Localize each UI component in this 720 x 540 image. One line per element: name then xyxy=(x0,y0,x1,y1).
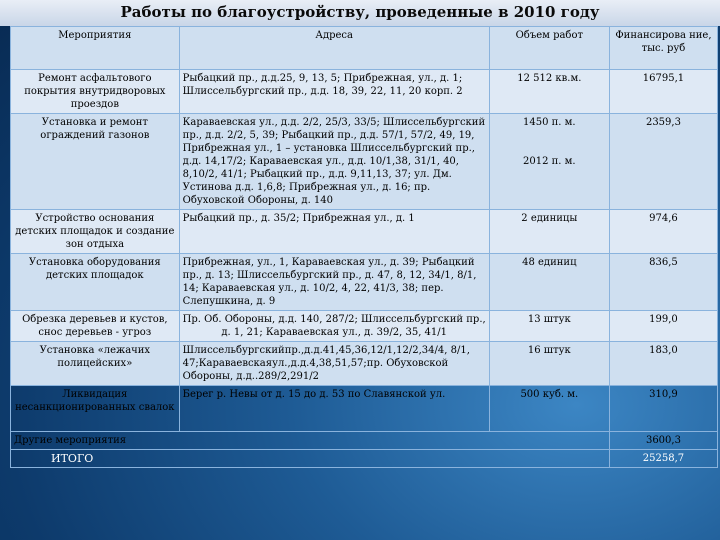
cell-address: Шлиссельбургскийпр.,д.д.41,45,36,12/1,12/2,34/4, 8/1, 47;Караваевскаяул.,д.д.4,38,51,57;пр. Обуховской Обороны, д.д..289/2,291/2 xyxy=(179,342,489,386)
cell-event: Установка оборудования детских площадок xyxy=(11,254,180,311)
cell-volume-repair: 1450 п. м. xyxy=(523,117,576,128)
total-finance: 25258,7 xyxy=(609,450,717,468)
cell-event: Устройство основания детских площадок и создание зон отдыха xyxy=(11,210,180,254)
other-label: Другие мероприятия xyxy=(11,432,610,450)
cell-volume: 13 штук xyxy=(489,311,609,342)
cell-event: Обрезка деревьев и кустов, снос деревьев - угроз xyxy=(11,311,180,342)
other-finance: 3600,3 xyxy=(609,432,717,450)
cell-event: Ремонт асфальтового покрытия внутридворовых проездов xyxy=(11,70,180,114)
total-label: ИТОГО xyxy=(11,450,610,468)
cell-volume xyxy=(489,114,609,210)
table-row xyxy=(11,311,718,342)
cell-volume: 48 единиц xyxy=(489,254,609,311)
cell-finance: 310,9 xyxy=(609,386,717,432)
table-header-row xyxy=(11,27,718,70)
cell-volume: 2 единицы xyxy=(489,210,609,254)
header-address: Адреса xyxy=(179,27,489,70)
table-row xyxy=(11,114,718,210)
table-row xyxy=(11,254,718,311)
cell-finance: 974,6 xyxy=(609,210,717,254)
header-finance: Финансирова ние, тыс. руб xyxy=(609,27,717,70)
cell-address: Пр. Об. Обороны, д.д. 140, 287/2; Шлиссельбургский пр., д. 1, 21; Караваевская ул., д. 39/2, 35, 41/1 xyxy=(179,311,489,342)
cell-address: Караваевская ул., д.д. 2/2, 25/3, 33/5; Шлиссельбургский пр., д.д. 2/2, 5, 39; Рыбацкий пр., д.д. 57/1, 57/2, 49, 19, Прибрежная ул., 1 – установка Шлиссельбургский пр., д.д. 14,17/2; Караваевская ул., д.д. 10/1,38, 31/1, 40, 8,10/2, 41/1; Рыбацкий пр., д.д. 9,11,13, 37; ул. Дм. Устинова д.д. 1,6,8; Прибрежная ул., д. 16; пр. Обуховской Обороны, д. 140 xyxy=(179,114,489,210)
cell-event: Установка и ремонт ограждений газонов xyxy=(11,114,180,210)
cell-event: Установка «лежачих полицейских» xyxy=(11,342,180,386)
works-table xyxy=(10,26,718,468)
cell-address: Рыбацкий пр., д.д.25, 9, 13, 5; Прибрежная, ул., д. 1; Шлиссельбургский пр., д.д. 18, 39, 22, 11, 20 корп. 2 xyxy=(179,70,489,114)
cell-volume: 16 штук xyxy=(489,342,609,386)
cell-finance: 836,5 xyxy=(609,254,717,311)
cell-event: Ликвидация несанкционированных свалок xyxy=(11,386,180,432)
cell-finance: 199,0 xyxy=(609,311,717,342)
table-row xyxy=(11,386,718,432)
table-row-other xyxy=(11,432,718,450)
cell-finance: 183,0 xyxy=(609,342,717,386)
header-volume: Объем работ xyxy=(489,27,609,70)
cell-address: Рыбацкий пр., д. 35/2; Прибрежная ул., д. 1 xyxy=(179,210,489,254)
cell-volume-install: 2012 п. м. xyxy=(523,156,576,167)
cell-volume: 500 куб. м. xyxy=(489,386,609,432)
header-event: Мероприятия xyxy=(11,27,180,70)
table-row-total xyxy=(11,450,718,468)
cell-finance: 16795,1 xyxy=(609,70,717,114)
cell-volume: 12 512 кв.м. xyxy=(489,70,609,114)
cell-finance: 2359,3 xyxy=(609,114,717,210)
table-row xyxy=(11,342,718,386)
page-title: Работы по благоустройству, проведенные в 2010 году xyxy=(120,3,600,21)
cell-address: Берег р. Невы от д. 15 до д. 53 по Славянской ул. xyxy=(179,386,489,432)
cell-address: Прибрежная, ул., 1, Караваевская ул., д. 39; Рыбацкий пр., д. 13; Шлиссельбургский пр., д. 47, 8, 12, 34/1, 8/1, 14; Караваевская ул., д. 10/2, 4, 22, 41/3, 38; пер. Слепушкина, д. 9 xyxy=(179,254,489,311)
table-row xyxy=(11,210,718,254)
table-row xyxy=(11,70,718,114)
